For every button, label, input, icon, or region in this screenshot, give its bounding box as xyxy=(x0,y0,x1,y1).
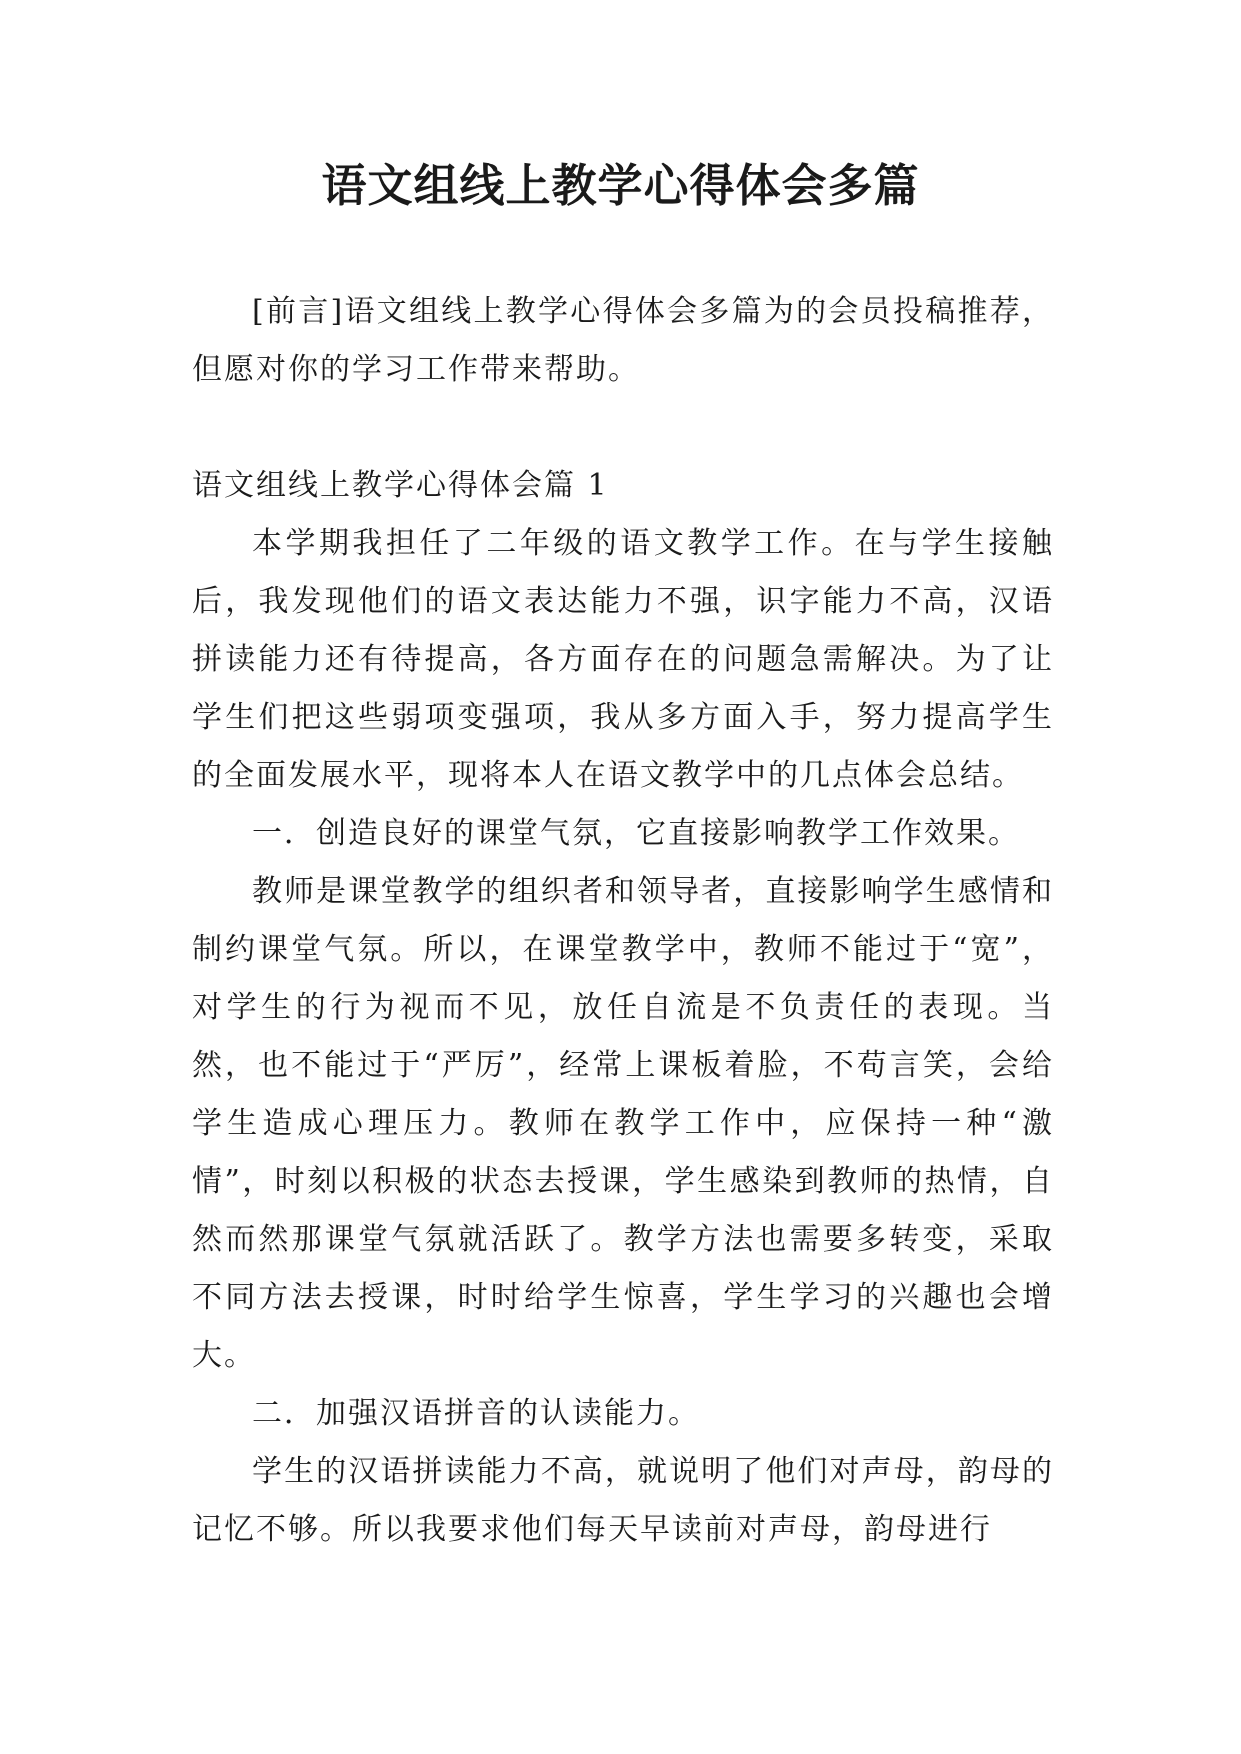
body-paragraph: 本学期我担任了二年级的语文教学工作。在与学生接触后，我发现他们的语文表达能力不强，识字能力不高，汉语拼读能力还有待提高，各方面存在的问题急需解决。为了让学生们把这些弱项变强项，我从多方面入手，努力提高学生的全面发展水平，现将本人在语文教学中的几点体会总结。 xyxy=(192,526,1054,793)
body-paragraph: 教师是课堂教学的组织者和领导者，直接影响学生感情和制约课堂气氛。所以，在课堂教学中，教师不能过于“宽”，对学生的行为视而不见，放任自流是不负责任的表现。当然，也不能过于“严厉”，经常上课板着脸，不苟言笑，会给学生造成心理压力。教师在教学工作中，应保持一种“激情”，时刻以积极的状态去授课，学生感染到教师的热情，自然而然那课堂气氛就活跃了。教学方法也需要多转变，采取不同方法去授课，时时给学生惊喜，学生学习的兴趣也会增大。 xyxy=(192,874,1054,1373)
point-heading-2: 二．加强汉语拼音的认读能力。 xyxy=(252,1396,700,1431)
document-body xyxy=(192,283,1054,1559)
section-heading: 语文组线上教学心得体会篇 1 xyxy=(192,468,609,503)
point-heading-1: 一．创造良好的课堂气氛，它直接影响教学工作效果。 xyxy=(252,816,1020,851)
preface-paragraph: [前言]语文组线上教学心得体会多篇为的会员投稿推荐，但愿对你的学习工作带来帮助。 xyxy=(192,294,1054,387)
document-title: 语文组线上教学心得体会多篇 xyxy=(321,159,920,212)
body-paragraph: 学生的汉语拼读能力不高，就说明了他们对声母，韵母的记忆不够。所以我要求他们每天早读前对声母，韵母进行 xyxy=(192,1454,1054,1547)
